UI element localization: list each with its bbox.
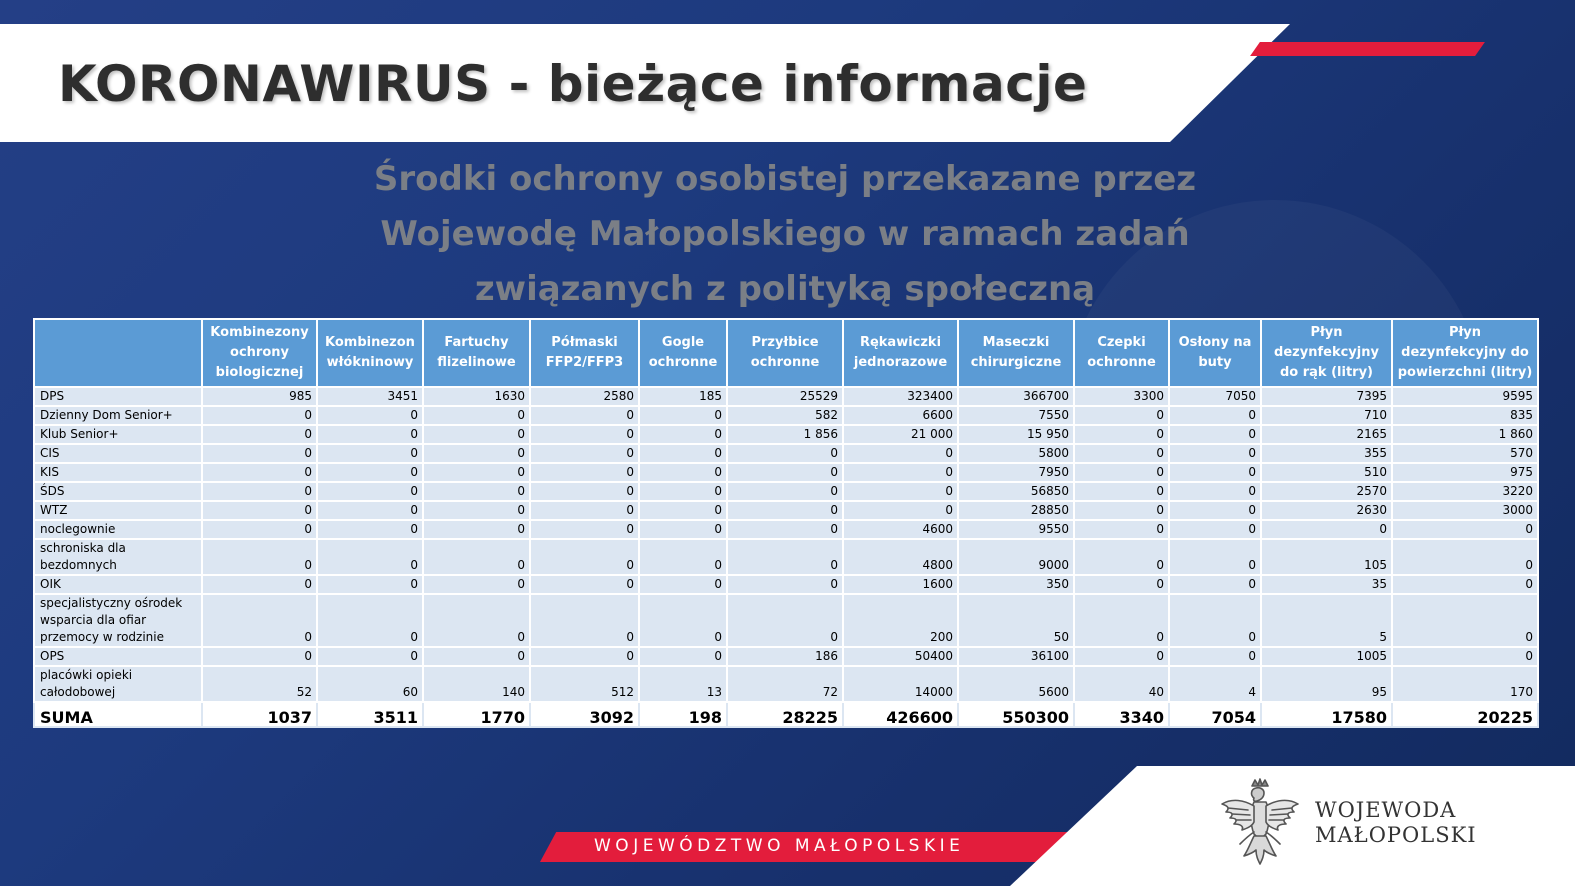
table-cell: 0 xyxy=(530,501,639,520)
table-cell: 0 xyxy=(639,444,727,463)
table-row xyxy=(34,425,1538,444)
table-cell: 0 xyxy=(1169,463,1261,482)
table-cell: 0 xyxy=(423,406,530,425)
table-cell: 0 xyxy=(530,575,639,594)
table-cell: 323400 xyxy=(843,387,958,406)
red-accent-stripe xyxy=(1250,42,1485,56)
table-cell: 0 xyxy=(639,501,727,520)
table-cell: 2630 xyxy=(1261,501,1392,520)
table-cell: 14000 xyxy=(843,666,958,702)
table-cell: 0 xyxy=(317,482,423,501)
table-cell: 975 xyxy=(1392,463,1538,482)
eagle-emblem-icon xyxy=(1218,778,1302,868)
table-cell: 835 xyxy=(1392,406,1538,425)
column-header: Przyłbice ochronne xyxy=(727,319,843,387)
sum-cell: 28225 xyxy=(727,702,843,727)
table-cell: 0 xyxy=(1074,463,1169,482)
sum-row xyxy=(34,702,1538,727)
table-cell: 366700 xyxy=(958,387,1074,406)
table-cell: 7550 xyxy=(958,406,1074,425)
table-row xyxy=(34,520,1538,539)
table-cell: 0 xyxy=(639,406,727,425)
table-cell: 582 xyxy=(727,406,843,425)
region-label: WOJEWÓDZTWO MAŁOPOLSKIE xyxy=(594,836,965,856)
row-label: Dzienny Dom Senior+ xyxy=(34,406,202,425)
sum-cell: 3340 xyxy=(1074,702,1169,727)
table-cell: 3300 xyxy=(1074,387,1169,406)
subtitle xyxy=(300,152,1270,317)
table-cell: 0 xyxy=(1392,575,1538,594)
table-cell: 0 xyxy=(727,482,843,501)
table-cell: 0 xyxy=(530,463,639,482)
table-cell: 0 xyxy=(423,444,530,463)
table-cell: 4 xyxy=(1169,666,1261,702)
table-cell: 0 xyxy=(530,647,639,666)
table-row xyxy=(34,387,1538,406)
table-cell: 0 xyxy=(202,482,317,501)
table-cell: 0 xyxy=(1074,594,1169,647)
table-cell: 0 xyxy=(317,594,423,647)
row-label: WTZ xyxy=(34,501,202,520)
table-cell: 7395 xyxy=(1261,387,1392,406)
table-cell: 50400 xyxy=(843,647,958,666)
table-cell: 3000 xyxy=(1392,501,1538,520)
table-cell: 0 xyxy=(1169,520,1261,539)
table-cell: 0 xyxy=(423,575,530,594)
table-cell: 5600 xyxy=(958,666,1074,702)
table-cell: 0 xyxy=(530,520,639,539)
table-cell: 5800 xyxy=(958,444,1074,463)
table-cell: 186 xyxy=(727,647,843,666)
table-cell: 0 xyxy=(727,520,843,539)
table-row xyxy=(34,444,1538,463)
table-cell: 140 xyxy=(423,666,530,702)
table-cell: 0 xyxy=(727,444,843,463)
table-cell: 1600 xyxy=(843,575,958,594)
table-cell: 0 xyxy=(843,463,958,482)
table-cell: 7950 xyxy=(958,463,1074,482)
table-cell: 0 xyxy=(1169,406,1261,425)
table-cell: 0 xyxy=(317,463,423,482)
table-cell: 0 xyxy=(423,425,530,444)
table-cell: 0 xyxy=(317,425,423,444)
table-cell: 0 xyxy=(639,463,727,482)
logo-line: MAŁOPOLSKI xyxy=(1315,823,1477,847)
table-row xyxy=(34,406,1538,425)
table-cell: 0 xyxy=(202,425,317,444)
column-header: Fartuchy flizelinowe xyxy=(423,319,530,387)
table-row xyxy=(34,666,1538,702)
table-cell: 512 xyxy=(530,666,639,702)
sum-cell: 7054 xyxy=(1169,702,1261,727)
table-cell: 40 xyxy=(1074,666,1169,702)
column-header: Kombinezony ochrony biologicznej xyxy=(202,319,317,387)
table-cell: 2580 xyxy=(530,387,639,406)
table-cell: 21 000 xyxy=(843,425,958,444)
table-cell: 9595 xyxy=(1392,387,1538,406)
table-cell: 15 950 xyxy=(958,425,1074,444)
table-cell: 0 xyxy=(1169,647,1261,666)
subtitle-line: związanych z polityką społeczną xyxy=(474,269,1096,309)
table-cell: 0 xyxy=(727,594,843,647)
data-table-container xyxy=(33,318,1537,728)
table-cell: 0 xyxy=(639,539,727,575)
table-cell: 0 xyxy=(317,501,423,520)
sum-cell: 20225 xyxy=(1392,702,1538,727)
table-cell: 0 xyxy=(639,594,727,647)
table-cell: 0 xyxy=(639,482,727,501)
table-cell: 0 xyxy=(1074,425,1169,444)
table-cell: 0 xyxy=(1392,647,1538,666)
column-header: Gogle ochronne xyxy=(639,319,727,387)
corner-header-cell xyxy=(34,319,202,387)
table-cell: 0 xyxy=(1074,575,1169,594)
sum-cell: 17580 xyxy=(1261,702,1392,727)
sum-cell: 1770 xyxy=(423,702,530,727)
sum-cell: 3511 xyxy=(317,702,423,727)
table-row xyxy=(34,539,1538,575)
table-cell: 35 xyxy=(1261,575,1392,594)
sum-cell: 3092 xyxy=(530,702,639,727)
table-cell: 0 xyxy=(843,444,958,463)
table-cell: 0 xyxy=(727,539,843,575)
row-label: Klub Senior+ xyxy=(34,425,202,444)
page-title: KORONAWIRUS - bieżące informacje xyxy=(58,55,1088,113)
column-header: Płyn dezynfekcyjny do powierzchni (litry) xyxy=(1392,319,1538,387)
table-cell: 0 xyxy=(530,406,639,425)
row-label: specjalistyczny ośrodek wsparcia dla ofiar przemocy w rodzinie xyxy=(34,594,202,647)
table-cell: 0 xyxy=(202,539,317,575)
table-cell: 9000 xyxy=(958,539,1074,575)
table-cell: 0 xyxy=(727,463,843,482)
table-cell: 1630 xyxy=(423,387,530,406)
table-cell: 0 xyxy=(1169,501,1261,520)
table-cell: 570 xyxy=(1392,444,1538,463)
table-cell: 25529 xyxy=(727,387,843,406)
row-label: KIS xyxy=(34,463,202,482)
table-cell: 0 xyxy=(423,463,530,482)
column-header: Maseczki chirurgiczne xyxy=(958,319,1074,387)
table-cell: 6600 xyxy=(843,406,958,425)
column-header: Półmaski FFP2/FFP3 xyxy=(530,319,639,387)
table-cell: 200 xyxy=(843,594,958,647)
table-cell: 0 xyxy=(1074,539,1169,575)
row-label: schroniska dla bezdomnych xyxy=(34,539,202,575)
sum-cell: 550300 xyxy=(958,702,1074,727)
table-cell: 0 xyxy=(1074,647,1169,666)
table-cell: 36100 xyxy=(958,647,1074,666)
table-cell: 2165 xyxy=(1261,425,1392,444)
table-cell: 105 xyxy=(1261,539,1392,575)
sum-cell: 426600 xyxy=(843,702,958,727)
row-label: CIS xyxy=(34,444,202,463)
table-cell: 0 xyxy=(1074,520,1169,539)
table-cell: 510 xyxy=(1261,463,1392,482)
table-cell: 0 xyxy=(317,520,423,539)
table-cell: 50 xyxy=(958,594,1074,647)
table-cell: 0 xyxy=(1261,520,1392,539)
column-header: Czepki ochronne xyxy=(1074,319,1169,387)
table-cell: 13 xyxy=(639,666,727,702)
table-cell: 60 xyxy=(317,666,423,702)
table-cell: 0 xyxy=(202,444,317,463)
table-cell: 28850 xyxy=(958,501,1074,520)
table-cell: 52 xyxy=(202,666,317,702)
table-cell: 4800 xyxy=(843,539,958,575)
table-row xyxy=(34,575,1538,594)
table-cell: 3220 xyxy=(1392,482,1538,501)
table-cell: 0 xyxy=(727,575,843,594)
table-cell: 170 xyxy=(1392,666,1538,702)
table-header-row xyxy=(34,319,1538,387)
table-cell: 95 xyxy=(1261,666,1392,702)
table-cell: 0 xyxy=(843,482,958,501)
table-cell: 0 xyxy=(423,539,530,575)
table-cell: 985 xyxy=(202,387,317,406)
row-label: noclegownie xyxy=(34,520,202,539)
table-cell: 9550 xyxy=(958,520,1074,539)
column-header: Osłony na buty xyxy=(1169,319,1261,387)
table-cell: 0 xyxy=(530,425,639,444)
table-cell: 1 860 xyxy=(1392,425,1538,444)
row-label: OPS xyxy=(34,647,202,666)
table-cell: 350 xyxy=(958,575,1074,594)
table-cell: 0 xyxy=(843,501,958,520)
table-cell: 56850 xyxy=(958,482,1074,501)
table-cell: 0 xyxy=(202,463,317,482)
row-label: ŚDS xyxy=(34,482,202,501)
table-cell: 0 xyxy=(530,444,639,463)
table-cell: 0 xyxy=(317,444,423,463)
row-label: DPS xyxy=(34,387,202,406)
table-row xyxy=(34,647,1538,666)
table-cell: 5 xyxy=(1261,594,1392,647)
table-cell: 0 xyxy=(423,520,530,539)
table-cell: 355 xyxy=(1261,444,1392,463)
table-body xyxy=(34,387,1538,727)
ppe-distribution-table xyxy=(33,318,1539,728)
column-header: Rękawiczki jednorazowe xyxy=(843,319,958,387)
table-cell: 185 xyxy=(639,387,727,406)
table-cell: 0 xyxy=(1392,594,1538,647)
table-cell: 0 xyxy=(423,594,530,647)
table-cell: 0 xyxy=(1169,539,1261,575)
table-cell: 0 xyxy=(423,482,530,501)
table-cell: 0 xyxy=(1169,575,1261,594)
table-cell: 0 xyxy=(639,520,727,539)
column-header: Kombinezon włókninowy xyxy=(317,319,423,387)
table-cell: 1005 xyxy=(1261,647,1392,666)
table-cell: 0 xyxy=(202,501,317,520)
table-cell: 0 xyxy=(1074,406,1169,425)
table-cell: 0 xyxy=(202,575,317,594)
table-cell: 0 xyxy=(530,539,639,575)
table-cell: 0 xyxy=(1074,482,1169,501)
table-cell: 0 xyxy=(317,647,423,666)
table-cell: 0 xyxy=(639,575,727,594)
table-cell: 0 xyxy=(1169,594,1261,647)
table-cell: 0 xyxy=(1169,425,1261,444)
table-row xyxy=(34,594,1538,647)
sum-cell: 198 xyxy=(639,702,727,727)
sum-label: SUMA xyxy=(34,702,202,727)
table-row xyxy=(34,501,1538,520)
table-cell: 0 xyxy=(202,594,317,647)
table-cell: 0 xyxy=(530,482,639,501)
table-cell: 0 xyxy=(317,539,423,575)
table-cell: 0 xyxy=(202,520,317,539)
table-cell: 3451 xyxy=(317,387,423,406)
table-cell: 0 xyxy=(1392,520,1538,539)
table-cell: 0 xyxy=(317,575,423,594)
subtitle-line: Środki ochrony osobistej przekazane przez xyxy=(373,159,1197,199)
table-cell: 0 xyxy=(1074,444,1169,463)
subtitle-line: Wojewodę Małopolskiego w ramach zadań xyxy=(380,214,1190,254)
table-cell: 710 xyxy=(1261,406,1392,425)
table-cell: 0 xyxy=(1169,482,1261,501)
row-label: OIK xyxy=(34,575,202,594)
table-row xyxy=(34,463,1538,482)
table-cell: 0 xyxy=(423,647,530,666)
logo-line: WOJEWODA xyxy=(1315,798,1457,822)
table-cell: 72 xyxy=(727,666,843,702)
table-cell: 4600 xyxy=(843,520,958,539)
table-cell: 1 856 xyxy=(727,425,843,444)
table-cell: 2570 xyxy=(1261,482,1392,501)
table-cell: 0 xyxy=(639,647,727,666)
column-header: Płyn dezynfekcyjny do rąk (litry) xyxy=(1261,319,1392,387)
table-cell: 0 xyxy=(423,501,530,520)
row-label: placówki opieki całodobowej xyxy=(34,666,202,702)
voivode-logo-text xyxy=(1315,798,1477,848)
table-cell: 0 xyxy=(727,501,843,520)
table-cell: 7050 xyxy=(1169,387,1261,406)
table-cell: 0 xyxy=(202,406,317,425)
table-cell: 0 xyxy=(1169,444,1261,463)
table-cell: 0 xyxy=(202,647,317,666)
table-cell: 0 xyxy=(317,406,423,425)
table-cell: 0 xyxy=(1074,501,1169,520)
table-cell: 0 xyxy=(1392,539,1538,575)
table-row xyxy=(34,482,1538,501)
table-cell: 0 xyxy=(530,594,639,647)
table-cell: 0 xyxy=(639,425,727,444)
sum-cell: 1037 xyxy=(202,702,317,727)
